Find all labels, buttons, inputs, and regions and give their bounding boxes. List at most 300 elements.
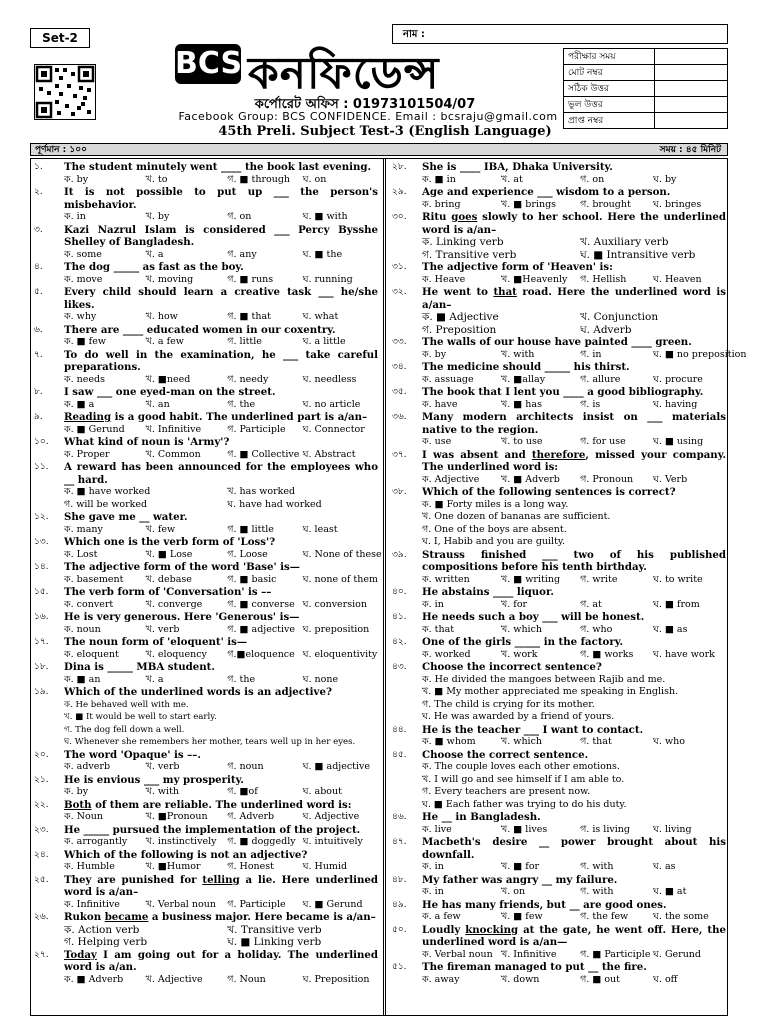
answer-option[interactable]: গ. any [227, 248, 257, 260]
question-text: The student minutely went ____ the book last evening. [64, 161, 372, 173]
options-row [422, 974, 726, 987]
options-row [64, 624, 378, 637]
answer-option[interactable]: গ. ■ that [227, 311, 271, 322]
answer-option[interactable]: ঘ. ■ no preposition [653, 348, 747, 360]
question-item [34, 849, 378, 874]
options-row [64, 399, 378, 412]
answer-option[interactable]: ঘ. ■ using [653, 436, 704, 447]
answer-option[interactable]: ঘ. a little [302, 336, 346, 347]
answer-option[interactable]: ঘ. Gerund [653, 948, 702, 960]
answer-option[interactable]: ঘ. no article [302, 398, 361, 410]
answer-option[interactable]: খ. eloquency [145, 648, 207, 660]
answer-option[interactable]: খ. instinctively [145, 836, 217, 847]
answer-option[interactable]: খ. verb [145, 623, 180, 635]
answer-option[interactable]: ক. Action verb [64, 923, 140, 936]
answer-option[interactable]: খ. Common [145, 448, 201, 460]
answer-option[interactable]: খ. to [145, 173, 168, 185]
answer-option[interactable]: খ. ■ has [501, 398, 542, 410]
answer-option[interactable]: ঘ. running [302, 273, 353, 285]
answer-option[interactable]: ক. move [64, 273, 103, 285]
answer-option[interactable]: ক. Linking verb [422, 236, 504, 248]
question-text: Many modern architects insist on ___ materials native to the region. [422, 411, 726, 436]
answer-option[interactable]: ঘ. least [302, 523, 338, 535]
answer-option[interactable]: খ. Auxiliary verb [580, 236, 669, 248]
answer-option[interactable]: ক. Verbal noun [422, 948, 493, 960]
answer-option[interactable]: ঘ. who [653, 736, 685, 747]
answer-option[interactable]: ক. live [422, 823, 452, 835]
answer-option[interactable]: গ. Loose [227, 548, 268, 560]
answer-option[interactable]: ঘ. ■ as [653, 623, 688, 635]
underlined-word: became [104, 911, 149, 923]
answer-option[interactable]: গ. Noun [227, 973, 266, 985]
question-number: ২৮. [392, 162, 407, 172]
answer-option[interactable]: ক. convert [64, 598, 114, 610]
question-number: ৫১. [392, 962, 407, 972]
answer-option[interactable]: গ. on [580, 173, 605, 185]
answer-option[interactable]: গ. ■ converse [227, 598, 295, 610]
answer-option[interactable]: ঘ. He was awarded by a friend of yours. [422, 711, 615, 722]
answer-option[interactable]: ক. ■ whom [422, 736, 476, 747]
answer-option[interactable]: ঘ. Whenever she remembers her mother, tears well up in her eyes. [64, 737, 356, 747]
answer-option[interactable]: খ. ■need [145, 373, 191, 385]
answer-option[interactable]: ক. by [422, 348, 447, 360]
answer-option[interactable]: গ. will be worked [64, 498, 148, 510]
answer-option[interactable]: ঘ. Abstract [302, 448, 356, 460]
answer-option[interactable]: গ. ■ Participle [580, 948, 651, 960]
answer-option[interactable]: খ. ■allay [501, 373, 546, 385]
answer-option[interactable]: গ. is living [580, 823, 630, 835]
answer-option[interactable]: ক. Proper [64, 448, 110, 460]
answer-option[interactable]: গ. in [580, 348, 602, 360]
answer-option[interactable]: খ. verb [145, 761, 180, 772]
answer-option[interactable]: খ. ■ writing [501, 573, 561, 585]
question-number: ৩৯. [392, 549, 407, 560]
answer-option[interactable]: ঘ. on [302, 173, 327, 185]
answer-option[interactable]: ক. ■ have worked [64, 486, 151, 497]
answer-option[interactable]: খ. ■ few [501, 911, 543, 922]
answer-option[interactable]: খ. Transitive verb [227, 923, 322, 936]
answer-option[interactable]: ঘ. ■ Gerund [302, 898, 363, 910]
answer-option[interactable]: গ. ■ out [580, 973, 620, 985]
answer-option[interactable]: খ. ■ It would be well to start early. [64, 712, 217, 722]
score-cell[interactable] [655, 49, 728, 65]
question-text: He needs such a boy ___ will be honest. [422, 611, 645, 623]
question-number: ৪. [34, 262, 43, 272]
answer-option[interactable]: গ. Helping verb [64, 936, 148, 948]
answer-option[interactable]: ঘ. ■ from [653, 598, 700, 610]
answer-option[interactable]: ক. ■ few [64, 336, 106, 347]
answer-option[interactable]: গ. brought [580, 198, 631, 210]
question-item [34, 611, 378, 636]
options-row [64, 899, 378, 912]
answer-option[interactable]: ক. in [422, 598, 444, 610]
question-text: He is very generous. Here 'Generous' is— [64, 611, 300, 623]
question-item [34, 561, 378, 586]
answer-option[interactable]: গ. write [580, 573, 618, 585]
question-item [34, 949, 378, 987]
answer-option[interactable]: গ. at [580, 598, 602, 610]
score-table [563, 48, 728, 129]
answer-option[interactable]: গ. that [580, 736, 612, 747]
answer-option[interactable]: ক. some [64, 248, 102, 260]
answer-option[interactable]: গ. with [580, 861, 614, 872]
answer-option[interactable]: খ. by [145, 211, 170, 222]
answer-option[interactable]: খ. which [501, 736, 543, 747]
answer-option[interactable]: ঘ. the some [653, 911, 709, 922]
answer-option[interactable]: ঘ. Heaven [653, 273, 702, 285]
answer-option[interactable]: ঘ. ■ Each father was trying to do his duty. [422, 798, 627, 810]
answer-option[interactable]: গ. noun [227, 761, 264, 772]
options-row [64, 249, 378, 262]
question-number: ১৭. [34, 637, 49, 647]
question-item [392, 636, 726, 661]
answer-option[interactable]: খ. a [145, 673, 164, 685]
answer-option[interactable]: খ. has worked [227, 486, 296, 497]
answer-option[interactable]: ঘ. living [653, 823, 692, 835]
answer-option[interactable]: গ. ■ doggedly [227, 836, 296, 847]
answer-option[interactable]: খ. work [501, 648, 538, 660]
options-row [64, 274, 378, 287]
question-number: ১৫. [34, 587, 49, 597]
answer-option[interactable]: ক. ■ in [422, 173, 456, 185]
answer-option[interactable]: গ. the [227, 673, 256, 685]
answer-option[interactable]: খ. ■ lives [501, 823, 548, 835]
answer-option[interactable]: গ. needy [227, 373, 269, 385]
answer-option[interactable]: ক. Lost [64, 548, 98, 560]
question-text: Reading is a good habit. The underlined part is a/an– [64, 411, 368, 423]
answer-option[interactable]: ঘ. Adverb [580, 323, 632, 336]
answer-option[interactable]: গ. Every teachers are present now. [422, 786, 591, 797]
answer-option[interactable]: গ. ■ runs [227, 273, 274, 285]
answer-option[interactable]: গ. is [580, 398, 601, 410]
question-item [34, 661, 378, 686]
answer-option[interactable]: ক. ■ Adverb [64, 973, 124, 985]
question-text: It is not possible to put up ___ the person's misbehavior. [64, 186, 378, 211]
logo-badge: BCS [175, 44, 241, 84]
answer-option[interactable]: খ. a few [145, 336, 184, 347]
score-cell[interactable] [655, 65, 728, 81]
qr-code-icon [34, 64, 96, 120]
options-row [64, 311, 378, 324]
answer-option[interactable]: ক. a few [422, 911, 461, 922]
question-item [34, 411, 378, 436]
answer-option[interactable]: গ. Hellish [580, 273, 627, 285]
answer-option[interactable]: খ. I will go and see himself if I am able to. [422, 773, 625, 785]
question-text: There are ____ educated women in our coxentry. [64, 323, 336, 336]
options-row [422, 174, 726, 187]
answer-option[interactable]: খ. moving [145, 273, 194, 285]
answer-option[interactable]: ক. Adjective [422, 473, 480, 485]
answer-option[interactable]: গ. ■ basic [227, 573, 277, 585]
answer-option[interactable]: ক. Noun [64, 811, 103, 822]
answer-option[interactable]: ঘ. Preposition [302, 973, 370, 985]
question-item [34, 511, 378, 536]
question-text: The verb form of 'Conversation' is –– [64, 586, 272, 598]
answer-option[interactable]: ক. adverb [64, 761, 111, 772]
answer-option[interactable]: ঘ. Connector [302, 423, 365, 435]
answer-option[interactable]: গ. with [580, 886, 614, 897]
question-text: Choose the incorrect sentence? [422, 661, 602, 673]
answer-option[interactable]: ক. Humble [64, 861, 115, 872]
score-cell[interactable] [655, 81, 728, 97]
answer-option[interactable]: ক. in [64, 211, 86, 222]
answer-option[interactable]: ক. many [64, 523, 103, 535]
answer-option[interactable]: খ. with [501, 348, 535, 360]
options-row [64, 599, 378, 612]
answer-option[interactable]: খ. One dozen of bananas are sufficient. [422, 511, 611, 522]
answer-option[interactable]: খ. converge [145, 598, 203, 610]
answer-option[interactable]: ঘ. I, Habib and you are guilty. [422, 536, 566, 547]
score-cell[interactable] [655, 97, 728, 113]
answer-option[interactable]: ক. He behaved well with me. [64, 699, 189, 710]
answer-option[interactable]: ক. by [64, 173, 89, 185]
corporate-office: কর্পোরেট অফিস : 01973101504/07 [254, 97, 476, 112]
answer-option[interactable]: গ. ■ adjective [227, 623, 296, 635]
answer-option[interactable]: ক. Heave [422, 273, 466, 285]
answer-option[interactable]: ক. written [422, 573, 470, 585]
answer-option[interactable]: ঘ. none of them [302, 573, 378, 585]
options-row [422, 649, 726, 662]
question-text: Today I am going out for a holiday. The underlined word is a/an. [64, 948, 378, 973]
answer-option[interactable]: ক. The couple loves each other emotions. [422, 761, 620, 772]
answer-option[interactable]: খ. Adjective [145, 973, 203, 985]
answer-option[interactable]: ক. arrogantly [64, 836, 128, 847]
answer-option[interactable]: ঘ. preposition [302, 623, 370, 635]
question-item [34, 749, 378, 774]
answer-option[interactable]: ক. why [64, 311, 97, 322]
full-marks: পূর্ণমান : ১০০ [35, 145, 87, 155]
answer-option[interactable]: ক. in [422, 886, 444, 897]
answer-option[interactable]: ঘ. ■ at [653, 886, 687, 897]
question-number: ৪২. [392, 637, 407, 647]
answer-option[interactable]: গ. ■ works [580, 648, 634, 660]
answer-option[interactable]: খ. for [501, 598, 528, 610]
question-number: ১৩. [34, 537, 49, 547]
question-number: ৬. [34, 324, 43, 335]
question-number: ২৫. [34, 874, 49, 885]
answer-option[interactable]: ঘ. have work [653, 648, 715, 660]
question-item [392, 924, 726, 962]
answer-option[interactable]: গ. Honest [227, 861, 274, 872]
answer-option[interactable]: গ. Transitive verb [422, 248, 517, 261]
question-number: ২৯. [392, 187, 407, 197]
answer-option[interactable]: ঘ. ■ adjective [302, 761, 371, 772]
question-item [34, 824, 378, 849]
question-text: The medicine should _____ his thirst. [422, 361, 630, 373]
answer-option[interactable]: খ. ■ brings [501, 198, 557, 210]
answer-option[interactable]: ঘ. what [302, 311, 339, 322]
answer-option[interactable]: ঘ. eloquentivity [302, 648, 378, 660]
answer-option[interactable]: খ. Conjunction [580, 311, 659, 323]
answer-option[interactable]: গ. The dog fell down a well. [64, 724, 185, 735]
question-text: She is ____ IBA, Dhaka University. [422, 161, 613, 173]
question-text: Rukon became a business major. Here became is a/an– [64, 911, 376, 923]
answer-option[interactable]: ঘ. Verb [653, 473, 688, 485]
question-number: ৩৭. [392, 449, 407, 460]
answer-option[interactable]: ঘ. Humid [302, 861, 348, 872]
answer-option[interactable]: ঘ. as [653, 861, 676, 872]
answer-option[interactable]: গ. Participle [227, 423, 286, 435]
question-number: ১৪. [34, 562, 49, 572]
set-label: Set-2 [30, 28, 90, 48]
answer-option[interactable]: খ. Infinitive [501, 948, 557, 960]
answer-option[interactable]: ঘ. have had worked [227, 498, 322, 510]
answer-option[interactable]: ক. assuage [422, 373, 474, 385]
question-item [392, 411, 726, 449]
answer-option[interactable]: গ. ■of [227, 786, 258, 797]
question-item [34, 286, 378, 324]
answer-option[interactable]: ঘ. by [653, 173, 677, 185]
question-item [392, 611, 726, 636]
answer-option[interactable]: গ. the [227, 398, 256, 410]
options-row [422, 374, 726, 387]
answer-option[interactable]: ঘ. needless [302, 373, 357, 385]
answer-option[interactable]: ঘ. ■ Linking verb [227, 936, 322, 948]
answer-option[interactable]: খ. ■Humor [145, 861, 201, 872]
answer-option[interactable]: ক. Infinitive [64, 898, 120, 910]
answer-option[interactable]: খ. with [145, 786, 180, 797]
answer-option[interactable]: ঘ. ■ Intransitive verb [580, 248, 696, 261]
answer-option[interactable]: খ. ■ Adverb [501, 473, 560, 485]
answer-option[interactable]: ক. ■ Adjective [422, 311, 499, 323]
answer-option[interactable]: গ. for use [580, 436, 626, 447]
question-text: The adjective form of the word 'Base' is— [64, 561, 300, 573]
answer-option[interactable]: খ. debase [145, 573, 192, 585]
answer-option[interactable]: গ. Preposition [422, 323, 497, 336]
options-row [422, 736, 726, 749]
name-field[interactable]: নাম : [392, 24, 728, 44]
options-row [422, 236, 726, 261]
facebook-email: Facebook Group: BCS CONFIDENCE. Email : bcsraju@gmail.com [178, 110, 558, 123]
answer-option[interactable]: গ. little [227, 336, 262, 347]
answer-option[interactable]: খ. ■ My mother appreciated me speaking in English. [422, 686, 679, 697]
answer-option[interactable]: গ. on [227, 211, 252, 222]
answer-option[interactable]: খ. how [145, 311, 178, 322]
question-number: ৪৮. [392, 874, 407, 885]
options-row [64, 174, 378, 187]
answer-option[interactable]: ক. away [422, 973, 460, 985]
answer-option[interactable]: গ. ■ Collective [227, 448, 300, 460]
answer-option[interactable]: ঘ. conversion [302, 598, 367, 610]
answer-option[interactable]: ক. use [422, 436, 452, 447]
question-number: ১৬. [34, 612, 49, 622]
answer-option[interactable]: গ. ■ little [227, 523, 274, 535]
answer-option[interactable]: ঘ. to write [653, 573, 703, 585]
options-row [64, 211, 378, 224]
answer-option[interactable]: খ. at [501, 173, 523, 185]
answer-option[interactable]: ঘ. ■ with [302, 211, 348, 222]
answer-option[interactable]: গ. One of the boys are absent. [422, 523, 567, 535]
question-item [392, 874, 726, 899]
answer-option[interactable]: ক. eloquent [64, 648, 119, 660]
answer-option[interactable]: গ. who [580, 623, 613, 635]
answer-option[interactable]: ক. have [422, 398, 458, 410]
answer-option[interactable]: ঘ. ■ the [302, 248, 343, 260]
answer-option[interactable]: খ. few [145, 523, 176, 535]
answer-option[interactable]: খ. down [501, 973, 540, 985]
answer-option[interactable]: ক. ■ Forty miles is a long way. [422, 498, 569, 510]
answer-option[interactable]: ক. He divided the mangoes between Rajib and me. [422, 673, 666, 685]
answer-option[interactable]: ঘ. Adjective [302, 811, 360, 822]
question-item [34, 686, 378, 749]
answer-option[interactable]: ঘ. having [653, 398, 698, 410]
options-list [422, 674, 726, 724]
logo-title: কনফিডেন্স [248, 48, 440, 99]
answer-option[interactable]: গ.■eloquence [227, 648, 295, 660]
answer-option[interactable]: ক. in [422, 861, 444, 872]
score-cell[interactable] [655, 113, 728, 129]
answer-option[interactable]: খ. ■Heavenly [501, 273, 568, 285]
question-item [34, 461, 378, 511]
answer-option[interactable]: খ. Infinitive [145, 423, 202, 435]
answer-option[interactable]: গ. Adverb [227, 811, 275, 822]
question-item [34, 224, 378, 262]
answer-option[interactable]: গ. ■ through [227, 173, 291, 185]
answer-option[interactable]: ঘ. about [302, 786, 342, 797]
answer-option[interactable]: ঘ. off [653, 973, 678, 985]
answer-option[interactable]: ঘ. none [302, 673, 339, 685]
question-text: Ritu goes slowly to her school. Here the underlined word is a/an– [422, 211, 726, 236]
answer-option[interactable]: খ. Verbal noun [145, 898, 216, 910]
answer-option[interactable]: ঘ. None of these [302, 548, 382, 560]
answer-option[interactable]: গ. The child is crying for its mother. [422, 698, 595, 710]
answer-option[interactable]: ঘ. bringes [653, 198, 702, 210]
answer-option[interactable]: ক. ■ Gerund [64, 423, 125, 435]
answer-option[interactable]: ক. ■ a [64, 398, 95, 410]
question-number: ৪০. [392, 587, 407, 597]
answer-option[interactable]: খ. ■ for [501, 861, 540, 872]
answer-option[interactable]: ক. bring [422, 198, 461, 210]
question-text: I saw ___ one eyed-man on the street. [64, 386, 276, 398]
answer-option[interactable]: খ. which [501, 623, 543, 635]
answer-option[interactable]: ক. worked [422, 648, 471, 660]
answer-option[interactable]: ক. ■ an [64, 673, 101, 685]
answer-option[interactable]: ক. basement [64, 573, 124, 585]
answer-option[interactable]: গ. the few [580, 911, 629, 922]
answer-option[interactable]: খ. a [145, 248, 164, 260]
answer-option[interactable]: গ. Pronoun [580, 473, 634, 485]
answer-option[interactable]: ঘ. procure [653, 373, 703, 385]
underlined-word: goes [451, 211, 478, 223]
question-text: Age and experience ___ wisdom to a person. [422, 186, 671, 198]
answer-option[interactable]: খ. an [145, 398, 170, 410]
question-number: ২০. [34, 749, 49, 760]
answer-option[interactable]: ক. needs [64, 373, 106, 385]
question-number: ৩৬. [392, 412, 407, 422]
options-row [422, 474, 726, 487]
score-row-label: ভুল উত্তর [564, 97, 655, 113]
marks-time-bar [30, 143, 728, 156]
answer-option[interactable]: ক. that [422, 623, 455, 635]
question-text: Macbeth's desire __ power brought about his downfall. [422, 836, 726, 861]
answer-option[interactable]: খ. to use [501, 436, 543, 447]
question-item [392, 961, 726, 986]
answer-option[interactable]: ক. by [64, 786, 89, 797]
answer-option[interactable]: খ. ■ Lose [145, 548, 193, 560]
question-text: He has many friends, but __ are good ones. [422, 898, 667, 911]
answer-option[interactable]: গ. allure [580, 373, 621, 385]
answer-option[interactable]: ঘ. intuitively [302, 836, 363, 847]
question-text: He abstains ____ liquor. [422, 586, 554, 598]
underlined-word: telling [202, 873, 240, 886]
answer-option[interactable]: গ. Participle [227, 898, 286, 910]
question-text: Both of them are reliable. The underlined word is: [64, 798, 352, 811]
answer-option[interactable]: খ. on [501, 886, 526, 897]
answer-option[interactable]: খ. ■Pronoun [145, 811, 208, 822]
options-row [422, 348, 747, 362]
answer-option[interactable]: ক. noun [64, 623, 101, 635]
question-number: ৩০. [392, 212, 407, 222]
